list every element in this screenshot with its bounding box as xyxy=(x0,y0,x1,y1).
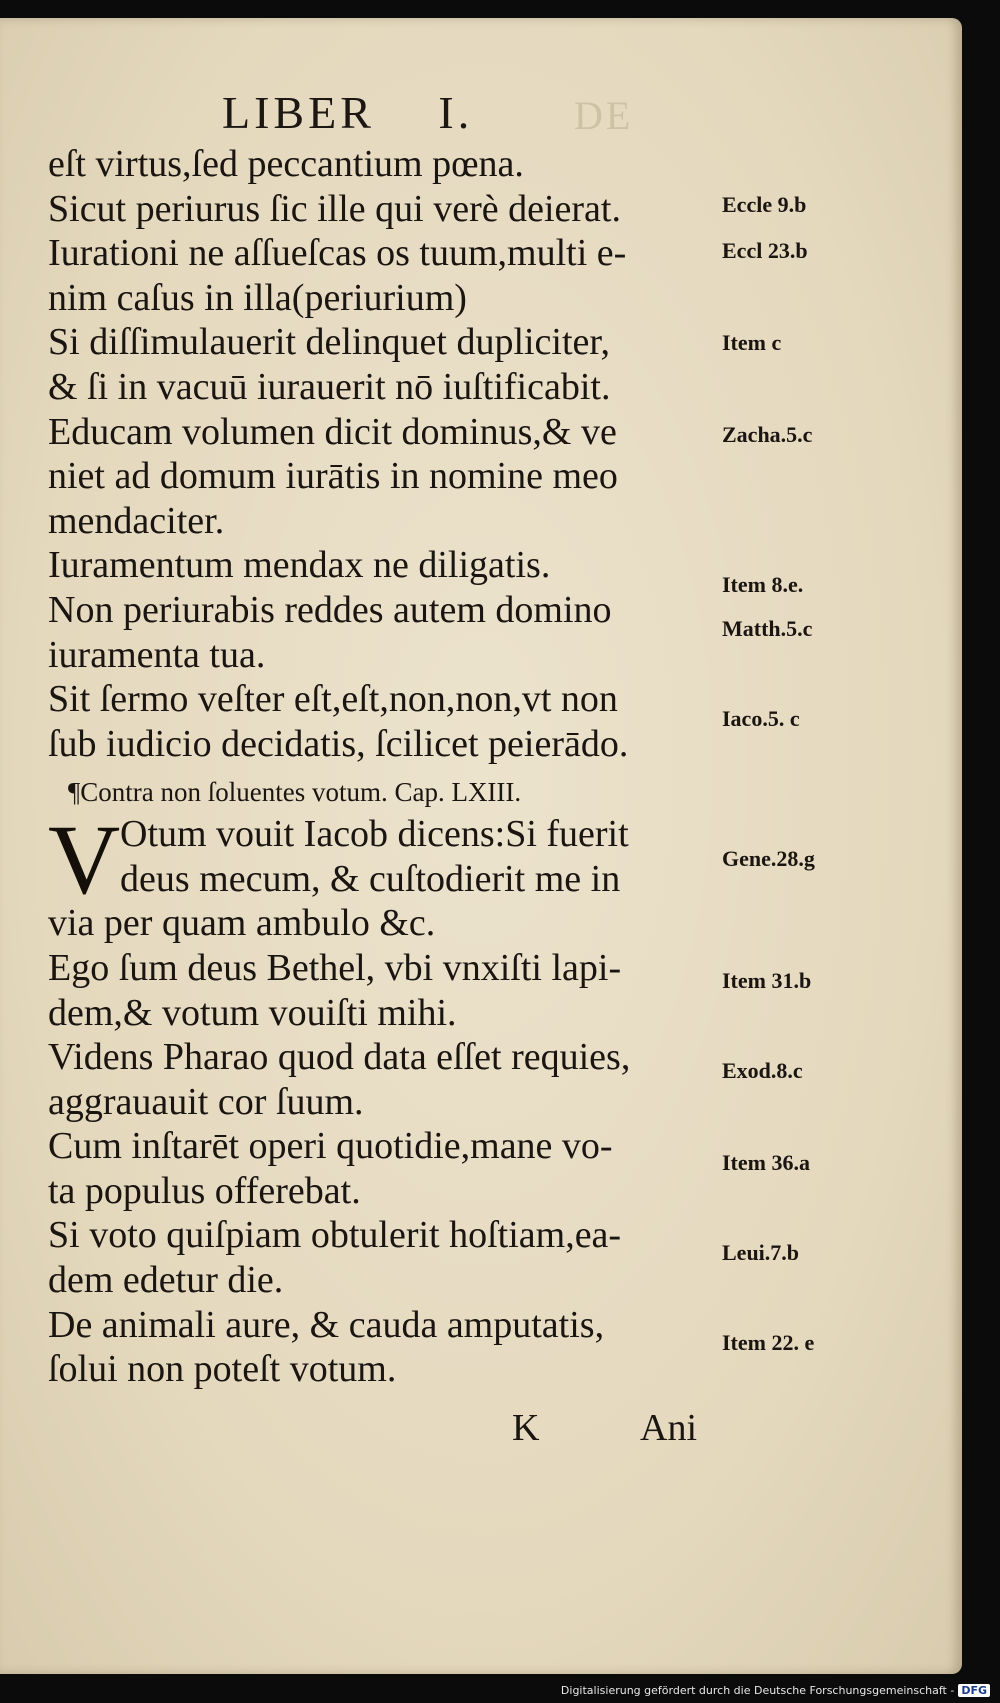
margin-note: Item 31.b xyxy=(722,968,812,993)
catchword: Ani xyxy=(640,1407,697,1449)
text-line: Iurationi ne aſſueſcas os tuum,multi e- xyxy=(48,232,627,275)
text-section-2 xyxy=(48,901,728,1392)
text-line: & ſi in vacuū iurauerit nō iuſtificabit. xyxy=(48,365,611,408)
text-line: via per quam ambulo &c. xyxy=(48,902,436,945)
margin-note: Item 8.e. xyxy=(722,572,804,597)
text-line: iuramenta tua. xyxy=(48,633,266,676)
text-line: ta populus offerebat. xyxy=(48,1169,361,1212)
bleed-through-text: DE xyxy=(574,93,634,138)
text-line: Si voto quiſpiam obtulerit hoſtiam,ea- xyxy=(48,1214,622,1257)
text-line: nim caſus in illa(periurium) xyxy=(48,276,467,319)
text-line: De animali aure, & cauda amputatis, xyxy=(48,1303,605,1346)
text-line: Cum inſtarēt operi quotidie,mane vo- xyxy=(48,1125,613,1168)
margin-note: Eccl 23.b xyxy=(722,238,808,263)
text-line: Sit ſermo veſter eſt,eſt,non,non,vt non xyxy=(48,678,618,721)
margin-note: Matth.5.c xyxy=(722,616,813,641)
margin-note: Iaco.5. c xyxy=(722,706,800,731)
running-header xyxy=(222,86,473,139)
text-line: Si diſſimulauerit delinquet dupliciter, xyxy=(48,321,611,364)
chapter-heading-block xyxy=(48,772,728,812)
dropcap-initial: V xyxy=(48,804,121,916)
digitization-credit xyxy=(561,1684,990,1697)
text-line: niet ad domum iurātis in nomine meo xyxy=(48,455,618,498)
text-line: eſt virtus,ſed peccantium pœna. xyxy=(48,143,524,185)
dropcap-paragraph xyxy=(48,804,728,916)
text-line: Otum vouit Iacob dicens:Si fuerit xyxy=(120,813,629,856)
text-line: ſub iudicio decidatis, ſcilicet peierādo. xyxy=(48,722,629,765)
text-line: dem,& votum vouiſti mihi. xyxy=(48,991,457,1034)
margin-note: Item 22. e xyxy=(722,1330,815,1355)
credit-text: Digitalisierung gefördert durch die Deutsche Forschungsgemeinschaft - xyxy=(560,1684,955,1697)
margin-note: Eccle 9.b xyxy=(722,192,807,217)
text-line: Iuramentum mendax ne diligatis. xyxy=(48,544,551,587)
folio-number: I. xyxy=(438,87,474,138)
margin-note: Zacha.5.c xyxy=(722,422,813,447)
text-line: dem edetur die. xyxy=(48,1259,284,1302)
margin-note: Item c xyxy=(722,330,782,355)
text-line: aggrauauit cor ſuum. xyxy=(48,1080,364,1123)
text-line: ſolui non poteſt votum. xyxy=(48,1348,397,1391)
running-title: LIBER xyxy=(222,87,375,138)
margin-note: Leui.7.b xyxy=(722,1240,800,1265)
margin-note: Gene.28.g xyxy=(722,846,815,871)
text-line: Sicut periurus ſic ille qui verè deierat. xyxy=(48,187,621,230)
main-text-block xyxy=(48,142,728,1392)
text-line: Ego ſum deus Bethel, vbi vnxiſti lapi- xyxy=(48,946,622,989)
text-line: Non periurabis reddes autem domino xyxy=(48,588,612,631)
margin-note: Item 36.a xyxy=(722,1150,810,1175)
dfg-logo: DFG xyxy=(958,1684,990,1697)
chapter-heading: ¶Contra non ſoluentes votum. Cap. LXIII. xyxy=(68,777,522,808)
text-line: Videns Pharao quod data eſſet requies, xyxy=(48,1036,631,1079)
text-line: deus mecum, & cuſtodierit me in xyxy=(120,857,621,900)
signature-mark: K xyxy=(512,1407,540,1449)
text-line: mendaciter. xyxy=(48,499,225,542)
text-line: Educam volumen dicit dominus,& ve xyxy=(48,410,617,453)
margin-note: Exod.8.c xyxy=(722,1058,803,1083)
text-section-1 xyxy=(48,142,728,766)
